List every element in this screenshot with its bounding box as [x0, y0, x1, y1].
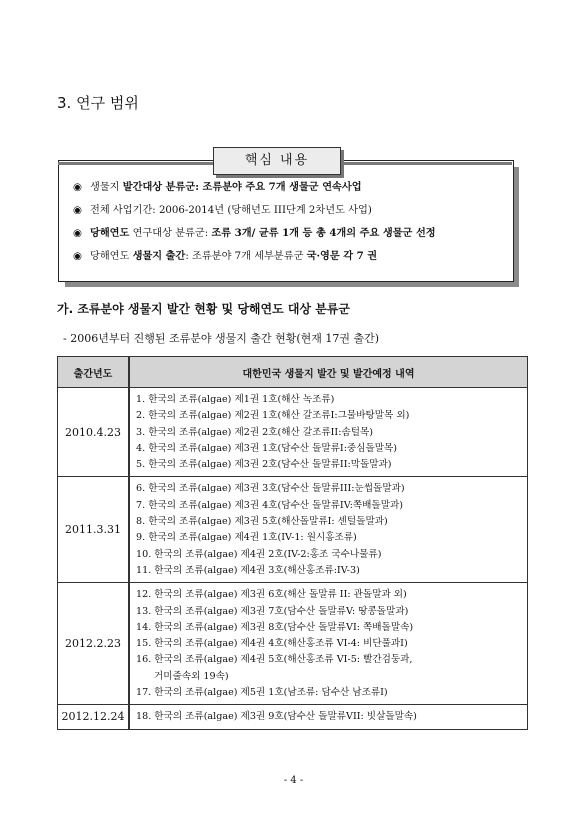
key-bullet	[73, 249, 503, 264]
publication-item: 18. 한국의 조류(algae) 제3권 9호(담수산 돌말류VII: 빗살돌말속)	[136, 711, 417, 723]
key-bullet	[73, 180, 503, 195]
table-row	[58, 477, 528, 583]
publication-item: 12. 한국의 조류(algae) 제3권 6호(해산 돌말류 II: 관돌말과 외)	[136, 589, 407, 601]
publication-item: 1. 한국의 조류(algae) 제1권 1호(해산 녹조류)	[136, 394, 335, 405]
bullet-mark: ◉	[73, 228, 82, 239]
publication-item: 13. 한국의 조류(algae) 제3권 7호(담수산 돌말류V: 땅콩돌말과)	[136, 605, 409, 617]
table-row	[58, 583, 528, 705]
publication-items	[129, 705, 528, 729]
publication-item: 14. 한국의 조류(algae) 제3권 8호(담수산 돌말류VI: 쪽배돌말속)	[136, 621, 414, 633]
publication-items	[129, 477, 528, 583]
publication-item: 8. 한국의 조류(algae) 제3권 5호(해산돌말류I: 센털돌말과)	[136, 516, 388, 528]
key-bullet	[73, 226, 503, 241]
header-year: 출간년도	[58, 357, 130, 388]
key-bullet-list	[73, 180, 503, 272]
bullet-text: : 조류분야 7개 세부분류군	[185, 251, 307, 262]
publication-item: 4. 한국의 조류(algae) 제3권 1호(담수산 돌말류I:중심돌말목)	[136, 442, 398, 454]
bullet-text: 생물지 출간	[132, 250, 186, 262]
publication-item: 5. 한국의 조류(algae) 제3권 2호(담수산 돌말류II:막돌말과)	[136, 459, 392, 471]
header-details: 대한민국 생물지 발간 및 발간예정 내역	[129, 357, 528, 388]
bullet-text: 발간대상 분류군: 조류분야 주요 7개 생물군 연속사업	[122, 181, 362, 193]
publication-item: 10. 한국의 조류(algae) 제4권 2호(IV-2:홍조 국수나물류)	[136, 548, 382, 560]
publication-item: 6. 한국의 조류(algae) 제3권 3호(담수산 돌말류III:눈썹돌말과)	[136, 483, 405, 495]
table-caption: - 2006년부터 진행된 조류분야 생물지 출간 현황(현재 17권 출간)	[63, 332, 380, 345]
table-header-row	[58, 357, 528, 388]
publication-items	[129, 583, 528, 705]
publication-item: 15. 한국의 조류(algae) 제4권 4호(해산홍조류 VI-4: 비단풀과I)	[136, 638, 408, 650]
table-row	[58, 388, 528, 477]
publication-item: 16. 한국의 조류(algae) 제4권 5호(해산홍조류 VI-5: 빨간검둥과,	[136, 654, 413, 666]
page-number: - 4 -	[283, 775, 304, 786]
bullet-text: 전체 사업기간: 2006-2014년 (당해년도 III단계 2차년도 사업)	[90, 205, 372, 216]
publication-item: 거미줄속외 19속)	[154, 670, 229, 682]
publication-date: 2012.12.24	[58, 705, 130, 729]
bullet-text: 조류 3개/ 균류 1개 등 총 4개의 주요 생물군 선정	[211, 227, 436, 239]
publication-item: 3. 한국의 조류(algae) 제2권 2호(해산 갈조류II:솜털목)	[136, 426, 373, 438]
publication-item: 7. 한국의 조류(algae) 제3권 4호(담수산 돌말류IV:쪽배돌말과)	[136, 499, 403, 511]
subsection-heading: 가. 조류분야 생물지 발간 현황 및 당해연도 대상 분류군	[57, 302, 351, 316]
key-bullet	[73, 203, 503, 218]
bullet-mark: ◉	[73, 182, 82, 193]
publication-item: 9. 한국의 조류(algae) 제4권 1호(IV-1: 원시홍조류)	[136, 532, 357, 544]
bullet-text: 생물지	[90, 182, 123, 193]
publication-item: 11. 한국의 조류(algae) 제4권 3호(해산홍조류:IV-3)	[136, 564, 360, 576]
publication-date: 2010.4.23	[58, 388, 130, 477]
bullet-text: 당해연도	[90, 227, 130, 239]
publication-date: 2012.2.23	[58, 583, 130, 705]
section-title: 3. 연구 범위	[57, 94, 139, 112]
table-row	[58, 705, 528, 729]
bullet-text: 당해연도	[90, 251, 133, 262]
publication-item: 17. 한국의 조류(algae) 제5권 1호(남조류: 담수산 남조류I)	[136, 687, 388, 699]
bullet-mark: ◉	[73, 205, 82, 216]
bullet-mark: ◉	[73, 251, 82, 262]
bullet-text: 연구대상 분류군:	[129, 228, 212, 239]
publication-items	[129, 388, 528, 477]
key-content-box	[58, 153, 520, 288]
publication-item: 2. 한국의 조류(algae) 제2권 1호(해산 갈조류I:그물바탕말목 외)	[136, 410, 410, 422]
publication-date: 2011.3.31	[58, 477, 130, 583]
publication-table	[57, 356, 528, 730]
key-content-heading: 핵심 내용	[213, 147, 341, 175]
bullet-text: 국·영문 각 7 권	[306, 250, 378, 262]
